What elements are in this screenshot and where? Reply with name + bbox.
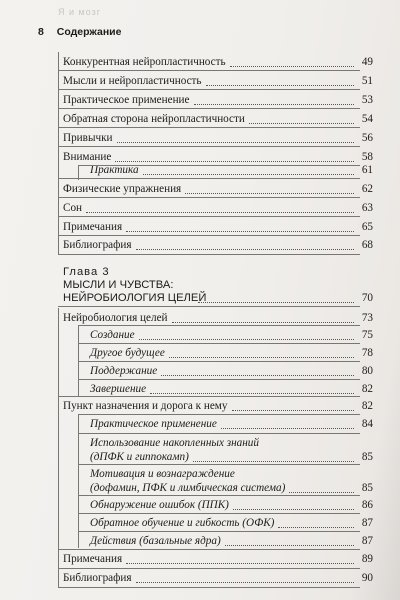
- toc-entry: [0, 220, 400, 234]
- section-left-rule: [58, 308, 59, 587]
- toc-entry: [0, 328, 400, 342]
- entry-separator: [58, 108, 360, 109]
- toc-entry-page: 68: [361, 239, 373, 251]
- toc-entry-page: 80: [361, 365, 373, 377]
- leader-dots: [143, 174, 354, 175]
- toc-entry-page: 49: [361, 56, 373, 68]
- toc-entry: [0, 182, 400, 196]
- leader-dots: [185, 193, 354, 194]
- leader-dots: [126, 563, 354, 564]
- subentry-left-rule: [78, 166, 79, 180]
- toc-entry-page: 87: [361, 517, 373, 529]
- toc-entry-page: 73: [361, 312, 373, 324]
- toc-entry-page: 86: [361, 499, 373, 511]
- toc-entry: [0, 364, 400, 378]
- entry-separator: [58, 197, 360, 198]
- chapter-label: Глава 3: [63, 266, 110, 278]
- toc-entry-page: 58: [361, 151, 373, 163]
- entry-separator: [78, 343, 360, 344]
- entry-separator: [78, 325, 360, 326]
- entry-separator: [58, 235, 360, 236]
- toc-entry-title: Библиография: [63, 572, 132, 584]
- toc-entry-page: 54: [361, 113, 373, 125]
- chapter-separator: [58, 306, 360, 307]
- toc-entry: [0, 467, 400, 494]
- toc-entry-title: Использование накопленных знаний: [90, 437, 259, 449]
- toc-entry: [0, 399, 400, 413]
- toc-entry-title: Действия (базальные ядра): [90, 535, 221, 547]
- leader-dots: [221, 428, 354, 429]
- toc-entry-title: Нейробиология целей: [63, 312, 168, 324]
- toc-entry-title: Завершение: [90, 383, 147, 395]
- toc-entry-page: 51: [361, 75, 373, 87]
- toc-entry-title-continued: (дПФК и гиппокамп): [90, 451, 189, 463]
- toc-entry-page: 82: [361, 400, 373, 412]
- toc-entry-title: Практическое применение: [90, 418, 217, 430]
- toc-entry-title: Конкурентная нейропластичность: [63, 56, 226, 68]
- entry-separator: [58, 396, 360, 397]
- entry-separator: [78, 531, 360, 532]
- toc-entry: [0, 74, 400, 88]
- toc-entry-title: Обнаружение ошибок (ППК): [90, 499, 229, 511]
- toc-entry-title: Создание: [90, 329, 135, 341]
- leader-dots: [232, 410, 355, 411]
- toc-entry: [0, 382, 400, 396]
- toc-entry-page: 75: [361, 329, 373, 341]
- toc-entry-page: 82: [361, 383, 373, 395]
- toc-entry-title: Примечания: [63, 553, 123, 565]
- leader-dots: [150, 393, 354, 394]
- section-left-rule: [58, 52, 59, 254]
- entry-separator: [78, 464, 360, 465]
- toc-entry-title-continued: (дофамин, ПФК и лимбическая система): [90, 482, 286, 494]
- toc-entry: [0, 112, 400, 126]
- leader-dots: [139, 339, 354, 340]
- toc-entry: [0, 534, 400, 548]
- leader-dots: [289, 492, 354, 493]
- toc-entry: [0, 93, 400, 107]
- leader-dots: [230, 66, 354, 67]
- leader-dots: [136, 249, 354, 250]
- toc-entry-page: 65: [361, 221, 373, 233]
- entry-separator: [78, 433, 360, 434]
- entry-separator: [78, 414, 360, 415]
- toc-entry-title: Пункт назначения и дорога к нему: [63, 400, 228, 412]
- entry-separator: [58, 178, 360, 179]
- toc-entry-title: Сон: [63, 202, 83, 214]
- toc-entry-page: 85: [361, 451, 373, 463]
- entry-separator: [58, 146, 360, 147]
- leader-dots: [115, 161, 354, 162]
- toc-entry: [0, 55, 400, 69]
- chapter-leader-dots: [198, 302, 354, 303]
- toc-entry-title: Другое будущее: [90, 347, 165, 359]
- toc-entry-title: Примечания: [63, 221, 123, 233]
- toc-entry-page: 87: [361, 535, 373, 547]
- toc-entry-title: Физические упражнения: [63, 183, 182, 195]
- entry-separator: [78, 379, 360, 380]
- toc-entry-title: Обратная сторона нейропластичности: [63, 113, 245, 125]
- toc-entry-page: 89: [361, 553, 373, 565]
- leader-dots: [233, 509, 354, 510]
- subentry-left-rule: [78, 414, 79, 548]
- leader-dots: [161, 375, 354, 376]
- entry-separator: [78, 513, 360, 514]
- section-bottom-rule: [58, 587, 360, 588]
- toc-entry-page: 84: [361, 418, 373, 430]
- toc-entry: [0, 311, 400, 325]
- toc-entry: [0, 346, 400, 360]
- entry-separator: [58, 127, 360, 128]
- toc-entry-page: 56: [361, 132, 373, 144]
- entry-separator: [58, 549, 360, 550]
- entry-separator: [58, 216, 360, 217]
- toc-entry: [0, 150, 400, 164]
- leader-dots: [126, 231, 354, 232]
- toc-entry-title: Библиография: [63, 239, 132, 251]
- leader-dots: [169, 357, 354, 358]
- leader-dots: [249, 123, 354, 124]
- toc-entry: [0, 436, 400, 463]
- toc-entry-page: 53: [361, 94, 373, 106]
- toc-entry-page: 78: [361, 347, 373, 359]
- toc-entry-title: Привычки: [63, 132, 113, 144]
- toc-entry-page: 90: [361, 572, 373, 584]
- toc-entry: [0, 201, 400, 215]
- toc-entry: [0, 238, 400, 252]
- toc-entry: [0, 131, 400, 145]
- header-page-number: 8: [38, 26, 44, 38]
- leader-dots: [172, 322, 354, 323]
- toc-entry-title: Мотивация и вознаграждение: [90, 468, 235, 480]
- toc-entry-page: 61: [361, 164, 373, 176]
- entry-separator: [78, 495, 360, 496]
- toc-entry-title: Практика: [90, 164, 139, 176]
- leader-dots: [136, 582, 354, 583]
- toc-entry: [0, 498, 400, 512]
- chapter-title-line-2: НЕЙРОБИОЛОГИЯ ЦЕЛЕЙ: [63, 292, 207, 304]
- toc-entry: [0, 552, 400, 566]
- chapter-page-number: 70: [361, 292, 373, 304]
- toc-entry: [0, 571, 400, 585]
- toc-entry-title: Мысли и нейропластичность: [63, 75, 202, 87]
- leader-dots: [206, 85, 354, 86]
- chapter-page-row: [0, 291, 400, 305]
- leader-dots: [194, 104, 354, 105]
- entry-separator: [58, 568, 360, 569]
- toc-entry-title: Практическое применение: [63, 94, 190, 106]
- toc-entry-page: 62: [361, 183, 373, 195]
- entry-separator: [58, 89, 360, 90]
- toc-entry: [0, 417, 400, 431]
- leader-dots: [225, 545, 354, 546]
- leader-dots: [193, 461, 354, 462]
- leader-dots: [278, 527, 354, 528]
- entry-separator: [78, 165, 360, 166]
- toc-entry-title: Обратное обучение и гибкость (ОФК): [90, 517, 275, 529]
- toc-entry-page: 85: [361, 482, 373, 494]
- header-title: Содержание: [56, 26, 122, 38]
- toc-entry-title: Поддержание: [90, 365, 158, 377]
- section-bottom-rule: [58, 254, 360, 255]
- entry-separator: [58, 70, 360, 71]
- show-through-header: Я и мозг: [58, 7, 102, 17]
- leader-dots: [86, 212, 354, 213]
- toc-entry: [0, 516, 400, 530]
- running-header: [38, 26, 121, 38]
- leader-dots: [117, 142, 354, 143]
- toc-entry-title: Внимание: [63, 151, 112, 163]
- entry-separator: [78, 361, 360, 362]
- toc-entry-page: 63: [361, 202, 373, 214]
- chapter-title-line-1: МЫСЛИ И ЧУВСТВА:: [63, 279, 174, 291]
- subentry-left-rule: [78, 325, 79, 396]
